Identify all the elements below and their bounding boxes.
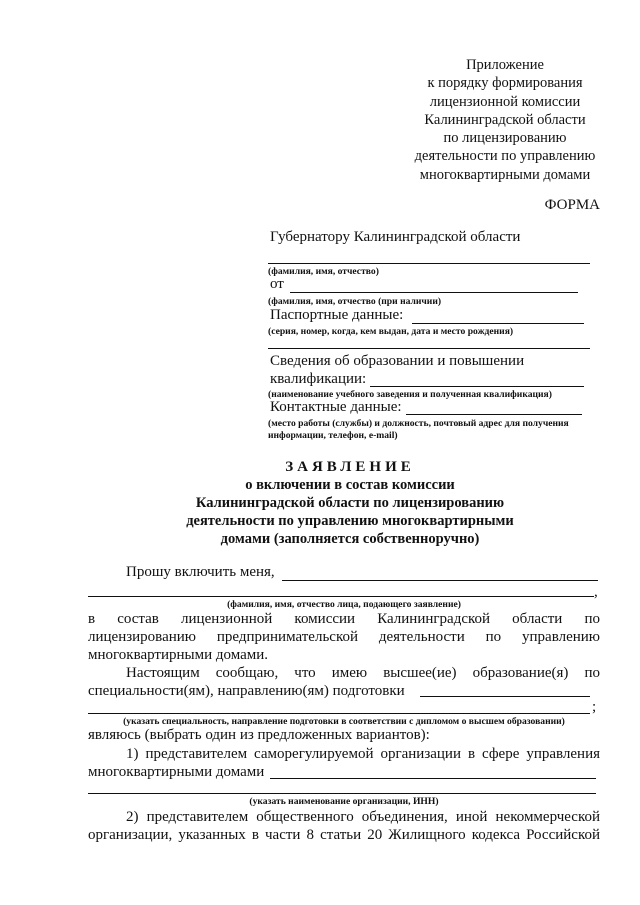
education-specialty-line (420, 696, 590, 697)
education-hint: (наименование учебного заведения и полученная квалификация) (268, 389, 552, 400)
statement-subtitle-line: деятельности по управлению многоквартирными (186, 513, 514, 529)
statement-subtitle-line: домами (заполняется собственноручно) (220, 531, 480, 547)
appendix-line: многоквартирными домами (419, 166, 591, 183)
contacts-line (406, 414, 582, 415)
paragraph-line: организации, указанных в части 8 статьи 20 Жилищного кодекса Российской (88, 827, 600, 843)
paragraph-line: Настоящим сообщаю, что имею высшее(ие) образование(я) по (126, 665, 600, 681)
paragraph-line: 2) представителем общественного объединения, иной некоммерческой (126, 809, 600, 825)
form-label: ФОРМА (544, 197, 600, 213)
request-hint: (фамилия, имя, отчество лица, подающего заявление) (227, 599, 461, 610)
education-label-1: Сведения об образовании и повышении (270, 353, 525, 369)
paragraph-composition (88, 610, 600, 664)
statement-title (120, 458, 580, 548)
appendix-line: Калининградской области (424, 111, 586, 128)
governor-name-line (268, 263, 590, 264)
appendix-line: к порядку формирования (427, 75, 583, 92)
paragraph-line: являюсь (выбрать один из предложенных вариантов): (88, 727, 430, 743)
appendix-line: деятельности по управлению (414, 148, 596, 165)
paragraph-line: специальности(ям), направлению(ям) подготовки (88, 683, 405, 699)
contacts-hint-2: информации, телефон, e-mail) (268, 430, 398, 441)
request-text: Прошу включить меня, (126, 564, 275, 580)
education-semicolon: ; (592, 699, 597, 715)
organization-hint: (указать наименование организации, ИНН) (249, 796, 439, 807)
contacts-label: Контактные данные: (270, 399, 402, 415)
paragraph-education (88, 664, 600, 700)
organization-line (270, 778, 596, 779)
statement-heading: ЗАЯВЛЕНИЕ (285, 459, 415, 475)
option-1 (88, 745, 600, 781)
governor-line: Губернатору Калининградской области (270, 229, 521, 245)
education-specialty-line-2 (88, 713, 590, 714)
paragraph-line: лицензированию предпринимательской деятельности по управлению (88, 629, 600, 645)
statement-subtitle-line: Калининградской области по лицензированию (195, 495, 505, 511)
passport-line-2 (268, 348, 590, 349)
passport-label: Паспортные данные: (270, 307, 404, 323)
paragraph-line: в состав лицензионной комиссии Калининградской области по (88, 611, 600, 627)
option-2 (88, 808, 600, 844)
statement-subtitle-line: о включении в состав комиссии (245, 477, 455, 493)
education-label-2: квалификации: (270, 371, 367, 387)
education-line (370, 386, 584, 387)
passport-hint: (серия, номер, когда, кем выдан, дата и место рождения) (268, 326, 514, 337)
appendix-block (380, 56, 630, 184)
request-line-2 (88, 596, 594, 597)
governor-hint: (фамилия, имя, отчество) (268, 266, 379, 277)
from-label: от (270, 276, 284, 292)
paragraph-line: 1) представителем саморегулируемой организации в сфере управления (126, 746, 600, 762)
from-hint: (фамилия, имя, отчество (при наличии) (268, 296, 442, 307)
paragraph-line: многоквартирными домами. (88, 647, 269, 663)
appendix-line: лицензионной комиссии (429, 93, 581, 110)
from-line (290, 292, 578, 293)
education-hint: (указать специальность, направление подготовки в соответствии с дипломом о высшем образовании) (123, 716, 565, 727)
paragraph-line: многоквартирными домами (88, 764, 265, 780)
request-comma: , (594, 584, 598, 600)
appendix-line: Приложение (466, 57, 544, 73)
request-line (282, 580, 598, 581)
contacts-hint-1: (место работы (службы) и должность, почтовый адрес для получения (268, 418, 569, 429)
organization-line-2 (88, 793, 596, 794)
appendix-line: по лицензированию (443, 130, 567, 147)
passport-line (412, 323, 584, 324)
